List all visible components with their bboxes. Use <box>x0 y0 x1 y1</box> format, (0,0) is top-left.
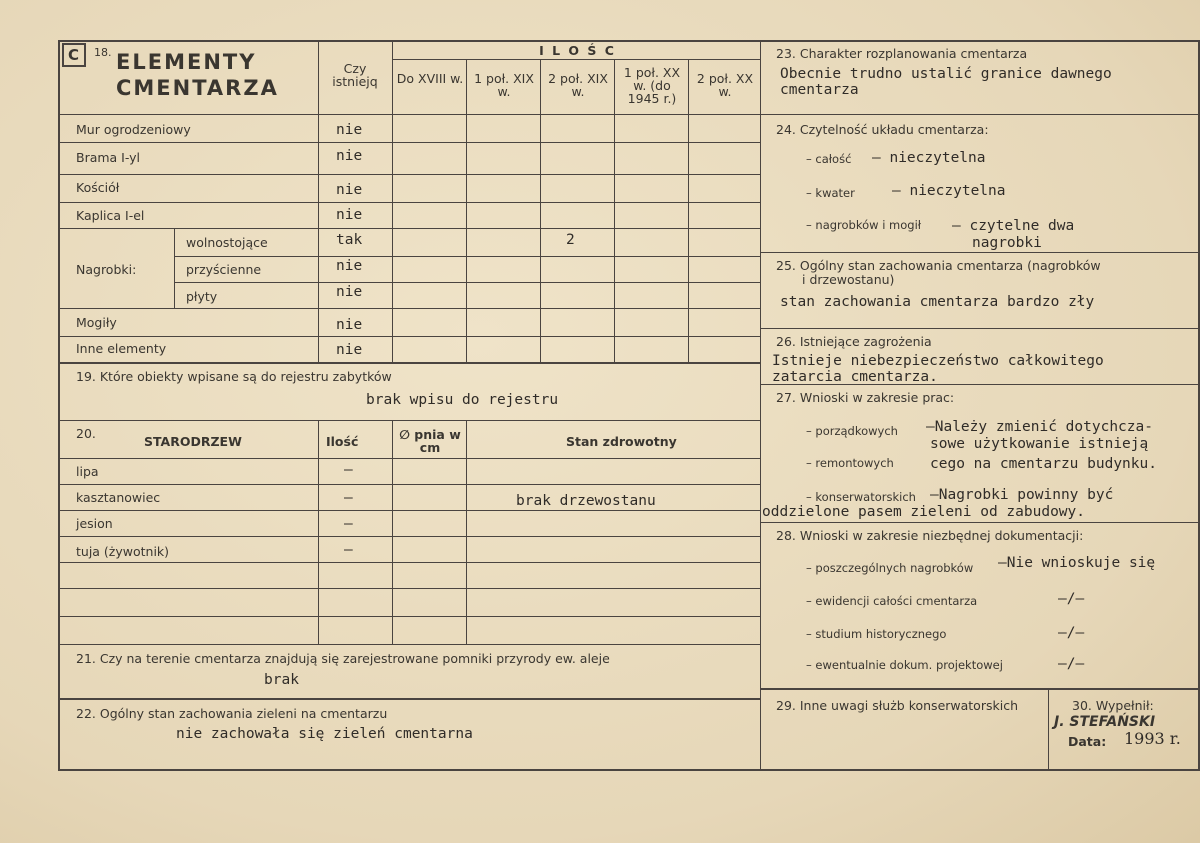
row-label: Inne elementy <box>76 341 167 356</box>
s18-czy-header: Czy istniejq <box>332 61 378 89</box>
s20-row-line <box>60 616 760 617</box>
s25-value: stan zachowania cmentarza bardzo zły <box>780 294 1095 310</box>
s18-col-header: 2 poł. XIX w. <box>548 71 608 99</box>
s18-row-line <box>60 114 760 115</box>
tree-name: jesion <box>76 516 113 531</box>
s20-row-line <box>60 510 760 511</box>
s24-nagrobkow-value2: nagrobki <box>972 235 1042 251</box>
s18-col-header: 2 poł. XX w. <box>696 71 754 99</box>
s24-nagrobkow: – nagrobków i mogił <box>806 218 922 232</box>
tree-name: kasztanowiec <box>76 490 161 505</box>
s27-kons: – konserwatorskich <box>806 490 916 504</box>
s24-kwater-value: – nieczytelna <box>892 183 1006 199</box>
s30-label: 30. Wypełnił: <box>1072 698 1154 713</box>
s21-bottom-line <box>60 698 760 700</box>
s18-col-header: 1 poł. XIX w. <box>474 71 534 99</box>
row-label: wolnostojące <box>186 235 268 250</box>
nagrobki-label: Nagrobki: <box>76 262 137 277</box>
s18-row-line <box>60 174 760 175</box>
s28-item-label: – studium historycznego <box>806 627 947 641</box>
s24-calosc: – całość <box>806 152 852 166</box>
stan-value: brak drzewostanu <box>516 493 656 509</box>
s18-row-line <box>60 202 760 203</box>
s27-line5: oddzielone pasem zieleni od zabudowy. <box>762 504 1086 520</box>
s20-col-line <box>392 420 393 644</box>
s20-row-line <box>60 562 760 563</box>
s28-bottom-line <box>760 688 1198 690</box>
s27-porz-value: –Należy zmienić dotychcza- <box>926 419 1153 435</box>
s18-row-line <box>60 308 760 309</box>
row-value: nie <box>336 284 363 300</box>
s23-line2: cmentarza <box>780 82 859 98</box>
s28-item-value: –/– <box>1058 591 1085 607</box>
s27-kons-value: –Nagrobki powinny być <box>930 487 1114 503</box>
row-value: nie <box>336 148 363 164</box>
section-letter: C <box>68 46 80 64</box>
s27-porz: – porządkowych <box>806 424 898 438</box>
s22-value: nie zachowała się zieleń cmentarna <box>176 726 473 742</box>
s27-rem-value: cego na cmentarzu budynku. <box>930 456 1157 472</box>
s18-title-line2: CMENTARZA <box>116 76 279 100</box>
s28-item-label: – poszczególnych nagrobków <box>806 561 974 575</box>
s18-row-line <box>174 282 760 283</box>
row-label: płyty <box>186 289 218 304</box>
s23-line1: Obecnie trudno ustalić granice dawnego <box>780 66 1112 82</box>
tree-name: lipa <box>76 464 99 479</box>
s20-row-line <box>60 644 760 645</box>
row-label: Brama I-yl <box>76 150 141 165</box>
s19-bottom-line <box>60 420 760 421</box>
row-value: tak <box>336 232 363 248</box>
s28-item-label: – ewentualnie dokum. projektowej <box>806 658 1003 672</box>
s20-number: 20. <box>76 426 96 441</box>
s18-row-line <box>60 228 760 229</box>
s19-label: 19. Które obiekty wpisane są do rejestru zabytków <box>76 369 392 384</box>
tree-qty: – <box>344 490 353 506</box>
s18-row-line <box>60 336 760 337</box>
s20-pnia-header: ∅ pnia w cm <box>399 427 461 455</box>
s18-row-line <box>392 59 760 60</box>
s28-item-value: –/– <box>1058 625 1085 641</box>
s18-number: 18. <box>94 46 112 59</box>
row-label: Mogiły <box>76 315 117 330</box>
s23-label: 23. Charakter rozplanowania cmentarza <box>776 46 1028 61</box>
s27-bottom-line <box>760 522 1198 523</box>
tree-qty: – <box>344 462 353 478</box>
s20-stan-header: Stan zdrowotny <box>566 434 677 449</box>
s20-ilosc-header: Ilość <box>326 434 359 449</box>
s26-bottom-line <box>760 384 1198 385</box>
s18-nagrobki-line <box>174 228 175 308</box>
s20-row-line <box>60 588 760 589</box>
s18-col-line <box>688 59 689 362</box>
s29-label: 29. Inne uwagi służb konserwatorskich <box>776 698 1018 713</box>
s20-row-line <box>60 458 760 459</box>
s24-calosc-value: – nieczytelna <box>872 150 986 166</box>
row-label: Kaplica I-el <box>76 208 145 223</box>
s18-col-header: 1 poł. XX w. (do 1945 r.) <box>623 65 681 106</box>
s24-label: 24. Czytelność układu cmentarza: <box>776 122 989 137</box>
s26-label: 26. Istniejące zagrożenia <box>776 334 932 349</box>
s20-row-line <box>60 536 760 537</box>
row-value: nie <box>336 207 363 223</box>
s28-item-value: –Nie wnioskuje się <box>998 555 1156 571</box>
s26-line1: Istnieje niebezpieczeństwo całkowitego <box>772 353 1104 369</box>
center-divider <box>760 42 761 769</box>
s18-col-line <box>614 59 615 362</box>
s27-line2: sowe użytkowanie istnieją <box>930 436 1149 452</box>
row-value: nie <box>336 342 363 358</box>
s25-label: 25. Ogólny stan zachowania cmentarza (nagrobków <box>776 258 1101 273</box>
s30-signature: J. STEFAŃSKI <box>1054 714 1156 730</box>
tree-qty: – <box>344 542 353 558</box>
s25-bottom-line <box>760 328 1198 329</box>
s24-nagrobkow-value1: – czytelne dwa <box>952 218 1075 234</box>
tree-qty: – <box>344 516 353 532</box>
s18-row-line <box>60 142 760 143</box>
s18-ilosc-header: I L O Ś C <box>539 43 616 58</box>
row-value: nie <box>336 317 363 333</box>
s21-value: brak <box>264 672 299 688</box>
s18-row-line <box>174 256 760 257</box>
s22-label: 22. Ogólny stan zachowania zieleni na cmentarzu <box>76 706 388 721</box>
s20-title: STARODRZEW <box>144 434 242 449</box>
s28-item-label: – ewidencji całości cmentarza <box>806 594 978 608</box>
s25-label-cont: i drzewostanu) <box>802 272 895 287</box>
s29-s30-divider <box>1048 688 1049 769</box>
row-value: nie <box>336 258 363 274</box>
s26-line2: zatarcia cmentarza. <box>772 369 938 385</box>
row-label: Kościół <box>76 180 120 195</box>
s20-col-line <box>466 420 467 644</box>
s24-kwater: – kwater <box>806 186 855 200</box>
s18-col-header: Do XVIII w. <box>396 71 464 86</box>
s19-value: brak wpisu do rejestru <box>366 392 559 408</box>
s23-bottom-line <box>760 114 1198 115</box>
s20-col-line <box>318 420 319 644</box>
s18-row-line <box>60 362 760 364</box>
s24-bottom-line <box>760 252 1198 253</box>
wolnostojace-count: 2 <box>566 232 575 248</box>
s27-label: 27. Wnioski w zakresie prac: <box>776 390 955 405</box>
tree-name: tuja (żywotnik) <box>76 544 170 559</box>
s30-data-value: 1993 r. <box>1124 729 1181 748</box>
row-label: przyścienne <box>186 262 262 277</box>
s18-col-line <box>540 59 541 362</box>
row-label: Mur ogrodzeniowy <box>76 122 191 137</box>
row-value: nie <box>336 122 363 138</box>
s27-rem: – remontowych <box>806 456 894 470</box>
s28-label: 28. Wnioski w zakresie niezbędnej dokumentacji: <box>776 528 1084 543</box>
s21-label: 21. Czy na terenie cmentarza znajdują się zarejestrowane pomniki przyrody ew. aleje <box>76 651 610 666</box>
s18-title-line1: ELEMENTY <box>116 50 257 74</box>
cemetery-form <box>58 40 1200 771</box>
s20-row-line <box>60 484 760 485</box>
s30-data-label: Data: <box>1068 734 1107 749</box>
row-value: nie <box>336 182 363 198</box>
s18-col-line <box>466 59 467 362</box>
s28-item-value: –/– <box>1058 656 1085 672</box>
